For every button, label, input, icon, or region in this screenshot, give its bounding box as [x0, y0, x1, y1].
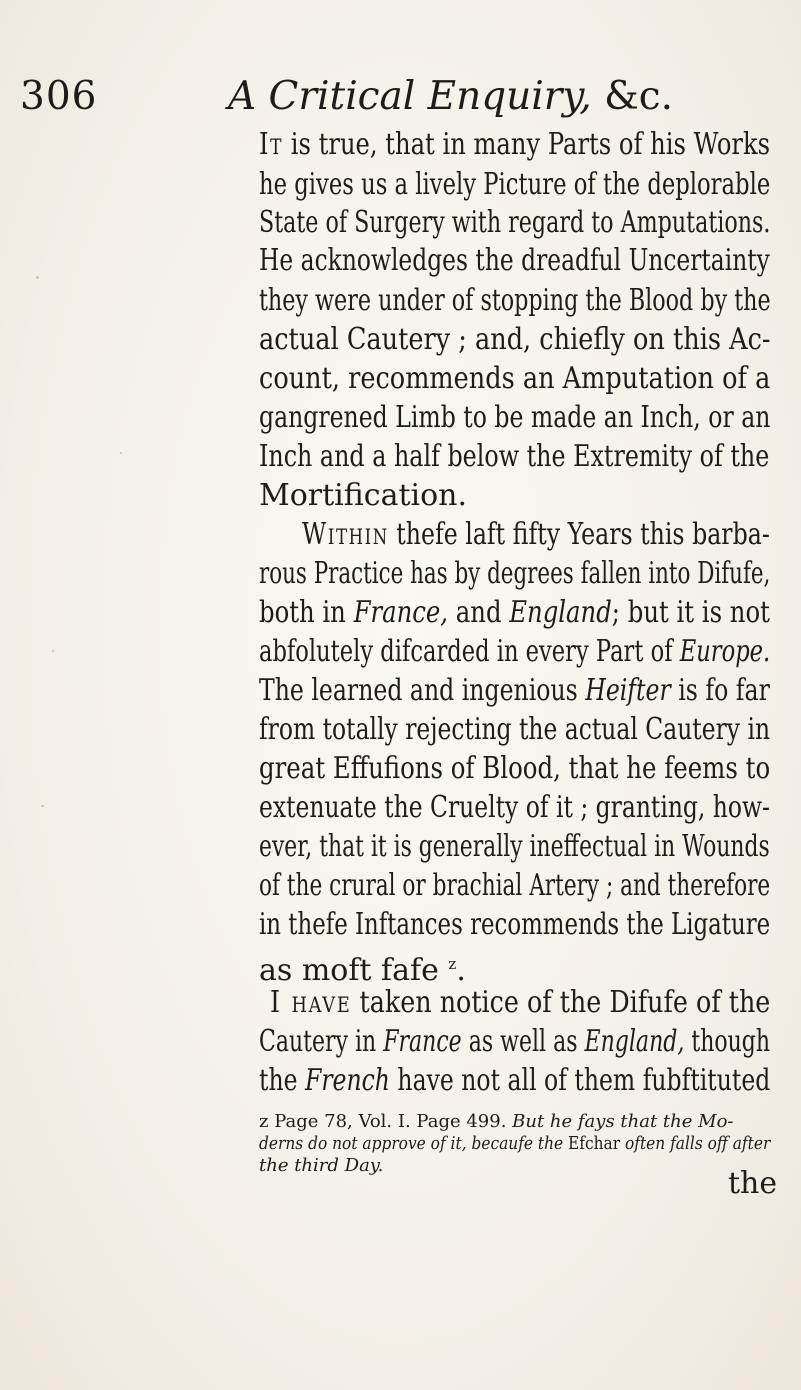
- text-line: Cautery in France as well as England, though: [259, 1024, 771, 1059]
- paper-speck: [120, 452, 122, 454]
- text-line: gangrened Limb to be made an Inch, or an: [259, 400, 771, 435]
- text-line: the French have not all of them fubftituted: [259, 1063, 771, 1098]
- text-line: as moft fafe $^z$.: [259, 953, 466, 988]
- footnote-line: derns do not approve of it, becaufe the Efchar often falls off after: [259, 1133, 771, 1154]
- footnote-marker: z: [448, 955, 457, 973]
- text-line: they were under of stopping the Blood by the: [259, 283, 771, 318]
- page-number: 306: [20, 74, 98, 119]
- text-line: of the crural or brachial Artery ; and therefore: [259, 868, 771, 903]
- text-line: The learned and ingenious Heifter is fo far: [259, 673, 770, 708]
- small-caps-lead: Within: [302, 517, 389, 552]
- footnote-line: the third Day.: [259, 1155, 384, 1176]
- running-title-etc: &c.: [604, 74, 674, 119]
- text-line: count, recommends an Amputation of a: [259, 361, 771, 396]
- text-line: he gives us a lively Picture of the deplorable: [259, 167, 771, 202]
- text-line: both in France, and England; but it is not: [259, 595, 770, 630]
- text-line: abfolutely difcarded in every Part of Europe.: [259, 634, 771, 669]
- running-title: A Critical Enquiry,: [228, 74, 592, 119]
- text-line: extenuate the Cruelty of it ; granting, how-: [259, 790, 770, 825]
- text-line: ever, that it is generally ineffectual in Wounds: [259, 829, 770, 864]
- text-line: great Effufions of Blood, that he feems to: [259, 751, 771, 786]
- catchword: the: [728, 1166, 778, 1201]
- paper-speck: [52, 650, 54, 652]
- small-caps-lead: It: [259, 127, 284, 162]
- small-caps-lead: I have: [270, 985, 352, 1020]
- running-head: [228, 74, 673, 119]
- text-line: in thefe Inftances recommends the Ligature: [259, 907, 771, 942]
- paper-speck: [36, 276, 39, 279]
- text-line: rous Practice has by degrees fallen into Difufe,: [259, 556, 771, 591]
- text-line: Mortification.: [259, 478, 468, 513]
- text-line: Within thefe laft fifty Years this barba-: [302, 517, 770, 552]
- footnote-line: z Page 78, Vol. I. Page 499. But he fays that the Mo-: [259, 1111, 734, 1132]
- text-line: It is true, that in many Parts of his Works: [259, 127, 771, 162]
- text-line: He acknowledges the dreadful Uncertainty: [259, 243, 770, 278]
- text-line: I have taken notice of the Difufe of the: [270, 985, 771, 1020]
- paper-speck: [41, 805, 44, 807]
- text-line: Inch and a half below the Extremity of the: [259, 439, 770, 474]
- text-line: State of Surgery with regard to Amputations.: [259, 205, 771, 240]
- text-line: from totally rejecting the actual Cautery in: [259, 712, 771, 747]
- text-line: actual Cautery ; and, chiefly on this Ac-: [259, 322, 771, 357]
